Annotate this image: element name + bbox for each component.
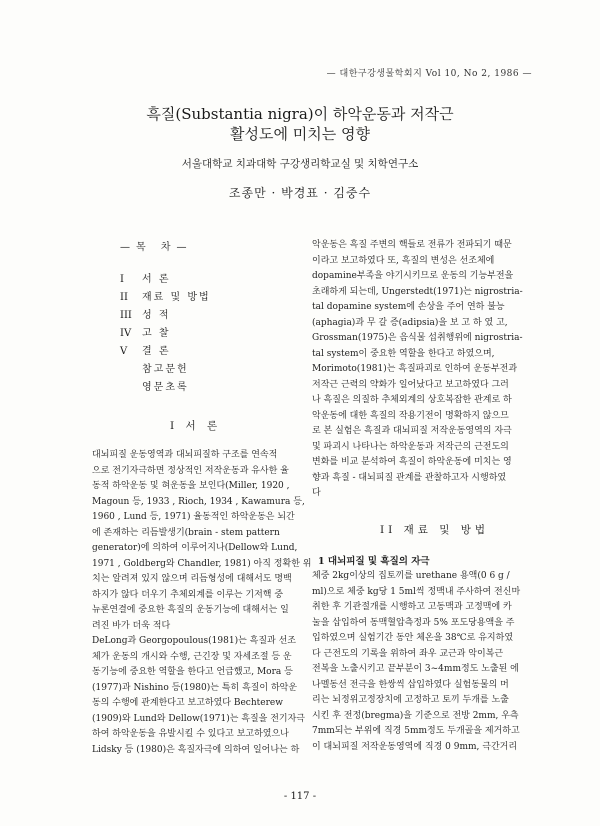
text-line: 다 xyxy=(312,488,321,498)
text-line: 리는 뇌정위고정장치에 고정하고 토끼 두개를 노출 xyxy=(312,695,509,705)
text-line: 하지가 않다 더우기 추체외계를 이루는 기저핵 중 xyxy=(92,589,284,600)
toc-item xyxy=(120,271,270,289)
text-line: 전복을 노출시키고 끝부분이 3~4mm정도 노출된 에 xyxy=(312,664,519,674)
right-column-text xyxy=(312,238,523,502)
text-line: 향과 흑질 - 대뇌피질 관계를 관찰하고자 시행하였 xyxy=(312,472,507,483)
text-line: 초래하게 되는데, Ungerstedt(1971)는 nigrostria- xyxy=(312,286,523,297)
text-line: 취한 후 기관절개를 시행하고 고동맥과 고정맥에 카 xyxy=(312,602,512,612)
text-line: 동의 수행에 관계한다고 보고하였다 Bechterew xyxy=(92,698,283,708)
text-line: (1909)와 Lund와 Dellow(1971)는 흑질을 전기자극 xyxy=(92,713,305,724)
text-line: 악운동에 대한 흑질의 작용기전이 명확하지 않으므 xyxy=(312,410,509,421)
page-number: - 117 - xyxy=(283,791,317,802)
text-line: 나 흑질은 의질하 추체외계의 상호복잡한 관계로 하 xyxy=(312,395,512,405)
authors: 조종만 · 박경표 · 김중수 xyxy=(228,186,372,200)
text-line: Grossman(1975)은 음식물 섭취행위에 nigrostria- xyxy=(312,333,523,343)
toc-item xyxy=(120,361,270,379)
text-line: generator)에 의하여 이루어지나(Dellow와 Lund, xyxy=(92,543,298,553)
text-line: 체가 운동의 개시와 수행, 근긴장 및 자세조절 등 운 xyxy=(92,651,292,662)
affiliation: 서울대학교 치과대학 구강생리학교실 및 치학연구소 xyxy=(181,158,419,170)
text-line: tal system이 중요한 역할을 한다고 하였으며, xyxy=(312,348,495,359)
text-line: 치는 알려져 있지 않으며 리듬형성에 대해서도 명백 xyxy=(92,574,292,584)
text-line: 시킨 후 전정(bregma)을 기준으로 전방 2mm, 우측 xyxy=(312,710,519,721)
text-line: 체중 2kg이상의 집토끼를 urethane 용액(0 6 g / xyxy=(312,571,510,581)
toc-item xyxy=(120,343,270,361)
toc-label: 재료 및 방법 xyxy=(142,292,211,303)
section-heading-methods: II 재료 및 방법 xyxy=(380,524,490,536)
toc-num: III xyxy=(120,310,132,321)
toc-num: IV xyxy=(120,328,132,339)
text-line: tal dopamine system에 손상을 주어 연하 불능 xyxy=(312,302,505,312)
section-heading-introduction: I 서 론 xyxy=(170,420,222,432)
journal-header: — 대한구강생물학회지 Vol 10, No 2, 1986 — xyxy=(326,69,532,79)
text-line: 동기능에 중요한 역할을 한다고 언급했고, Mora 등 xyxy=(92,667,293,677)
text-line: (aphagia)과 무 갈 증(adipsia)을 보 고 하 였 고, xyxy=(312,317,508,328)
toc-label: 서 론 xyxy=(142,274,171,285)
text-line: DeLong과 Georgopoulous(1981)는 흑질과 선조 xyxy=(92,636,296,646)
text-line: 1960 , Lund 등, 1971) 율동적인 하악운동은 뇌간 xyxy=(92,512,295,522)
text-line: 려진 바가 더욱 적다 xyxy=(92,620,171,631)
toc-label: 고 찰 xyxy=(142,328,171,339)
text-line: 대뇌피질 운동영역과 대뇌피질하 구조를 연속적 xyxy=(92,450,278,460)
text-line: 1971 , Goldberg와 Chandler, 1981) 아직 정확한 위 xyxy=(92,558,312,569)
text-line: Magoun 등, 1933 , Rioch, 1934 , Kawamura 등, xyxy=(92,496,305,507)
text-line: Morimoto(1981)는 흑질파괴로 인하여 운동부전과 xyxy=(312,364,518,374)
title-line-2: 활성도에 미치는 영향 xyxy=(230,125,370,143)
text-line: 및 파괴시 나타나는 하악운동과 저작근의 근전도의 xyxy=(312,441,509,452)
toc-num: I xyxy=(120,274,124,285)
toc-item xyxy=(120,379,270,397)
text-line: 저작근 근력의 약화가 일어났다고 보고하였다 그러 xyxy=(312,379,509,390)
text-line: ml)으로 체중 kg당 1 5ml씩 정맥내 주사하여 전신마 xyxy=(312,586,521,597)
text-line: 로 본 실험은 흑질과 대뇌피질 저작운동영역의 자극 xyxy=(312,426,512,436)
text-line: 에 존재하는 리듬발생기(brain - stem pattern xyxy=(92,527,280,538)
toc-item xyxy=(120,289,270,307)
toc-title: —목 차— xyxy=(120,242,193,253)
text-line: Lidsky 등 (1980)은 흑질자극에 의하여 일어나는 하 xyxy=(92,744,300,755)
table-of-contents xyxy=(120,238,270,397)
text-line: 눌을 삽입하여 동맥혈압측정과 5% 포도당용액을 주 xyxy=(312,617,515,628)
text-line: 하여 하악운동을 유발시킬 수 있다고 보고하였으나 xyxy=(92,729,289,739)
toc-item xyxy=(120,325,270,343)
text-line: 변화를 비교 분석하여 흑질이 하악운동에 미치는 영 xyxy=(312,457,512,467)
toc-label: 결 론 xyxy=(142,346,171,357)
toc-num: II xyxy=(120,292,128,303)
text-line: 동적 하악운동 및 혀운동을 보인다(Miller, 1920 , xyxy=(92,481,290,491)
text-line: 입하였으며 실험기간 동안 체온을 38℃로 유지하였 xyxy=(312,633,514,643)
text-line: 으로 전기자극하면 정상적인 저작운동과 유사한 율 xyxy=(92,465,289,476)
title-line-1: 흑질(Substantia nigra)이 하악운동과 저작근 xyxy=(146,105,454,123)
paper-title xyxy=(0,104,600,144)
toc-item xyxy=(120,307,270,325)
right-column-text-methods xyxy=(312,569,521,755)
toc-label: 성 적 xyxy=(142,310,171,321)
toc-label: 참고문헌 xyxy=(142,364,189,375)
text-line: 7mm되는 부위에 직경 5mm정도 두개골을 제거하고 xyxy=(312,726,520,736)
toc-num: V xyxy=(120,346,128,357)
text-line: 다 근전도의 기록을 위하여 좌우 교근과 악이복근 xyxy=(312,648,504,659)
text-line: 이라고 보고하였다 또, 흑질의 변성은 선조체에 xyxy=(312,255,495,266)
text-line: dopamine부족을 야기시키므로 운동의 기능부전을 xyxy=(312,271,514,281)
text-line: 뉴론연결에 중요한 흑질의 운동기능에 대해서는 일 xyxy=(92,605,289,615)
text-line: 이 대뇌피질 저작운동영역에 직경 0 9mm, 극간거리 xyxy=(312,741,518,752)
toc-label: 영문초록 xyxy=(142,382,189,393)
left-column-text xyxy=(92,448,312,758)
text-line: (1977)과 Nishino 등(1980)는 특히 흑질이 하악운 xyxy=(92,682,298,693)
text-line: 나멜동선 전극을 한쌍씩 삽입하였다 실험동물의 머 xyxy=(312,679,509,690)
subsection-heading: 1 대뇌피질 및 흑질의 자극 xyxy=(318,556,430,567)
text-line: 악운동은 흑질 주변의 핵들로 전류가 전파되기 때문 xyxy=(312,240,512,250)
